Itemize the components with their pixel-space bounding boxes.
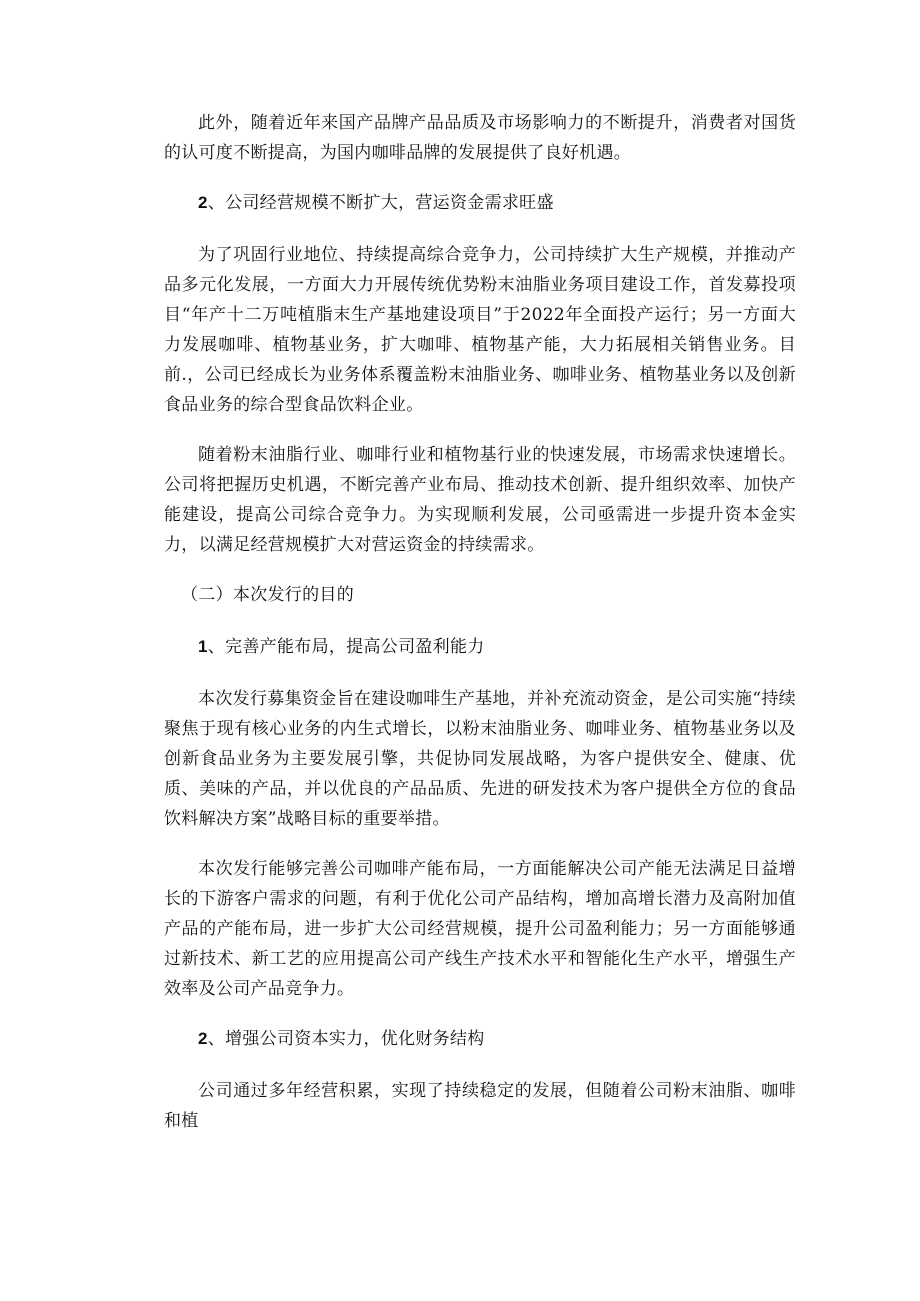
heading-issuance-purpose: （二）本次发行的目的 bbox=[181, 585, 354, 605]
heading-operating-scale bbox=[164, 188, 796, 218]
paragraph-fund-usage: 本次发行募集资金旨在建设咖啡生产基地，并补充流动资金，是公司实施“持续聚焦于现有核心业务的内生式增长，以粉末油脂业务、咖啡业务、植物基业务以及创新食品业务为主要发展引擎，共促协同发展战略，为客户提供安全、健康、优质、美味的产品，并以优良的产品品质、先进的研发技术为客户提供全方位的食品饮料解决方案”战略目标的重要举措。 bbox=[164, 689, 796, 829]
paragraph-accumulation: 公司通过多年经营积累，实现了持续稳定的发展，但随着公司粉末油脂、咖啡和植 bbox=[164, 1081, 796, 1131]
paragraph-expansion: 为了巩固行业地位、持续提高综合竞争力，公司持续扩大生产规模，并推动产品多元化发展，一方面大力开展传统优势粉末油脂业务项目建设工作，首发募投项目“年产十二万吨植脂末生产基地建设项目”于2022年全面投产运行；另一方面大力发展咖啡、植物基业务，扩大咖啡、植物基产能，大力拓展相关销售业务。目前.，公司已经成长为业务体系覆盖粉末油脂业务、咖啡业务、植物基业务以及创新食品业务的综合型食品饮料企业。 bbox=[164, 245, 796, 415]
paragraph-coffee-capacity: 本次发行能够完善公司咖啡产能布局，一方面能解决公司产能无法满足日益增长的下游客户需求的问题，有利于优化公司产品结构，增加高增长潜力及高附加值产品的产能布局，进一步扩大公司经营规模，提升公司盈利能力；另一方面能够通过新技术、新工艺的应用提高公司产线生产技术水平和智能化生产水平，增强生产效率及公司产品竞争力。 bbox=[164, 859, 796, 999]
heading-number: 2 bbox=[198, 1029, 208, 1048]
paragraph-domestic-brands: 此外，随着近年来国产品牌产品品质及市场影响力的不断提升，消费者对国货的认可度不断提高，为国内咖啡品牌的发展提供了良好机遇。 bbox=[164, 113, 796, 163]
heading-number: 1 bbox=[198, 637, 208, 656]
heading-capacity-layout bbox=[164, 632, 796, 662]
heading-text: 、增强公司资本实力，优化财务结构 bbox=[207, 1029, 485, 1049]
paragraph-market-demand: 随着粉末油脂行业、咖啡行业和植物基行业的快速发展，市场需求快速增长。公司将把握历史机遇，不断完善产业布局、推动技术创新、提升组织效率、加快产能建设，提高公司综合竞争力。为实现顺利发展，公司亟需进一步提升资本金实力，以满足经营规模扩大对营运资金的持续需求。 bbox=[164, 445, 796, 555]
heading-text: 、完善产能布局，提高公司盈利能力 bbox=[207, 637, 485, 657]
heading-number: 2 bbox=[198, 193, 208, 212]
heading-capital-strength bbox=[164, 1024, 796, 1054]
heading-text: 、公司经营规模不断扩大，营运资金需求旺盛 bbox=[207, 193, 554, 213]
